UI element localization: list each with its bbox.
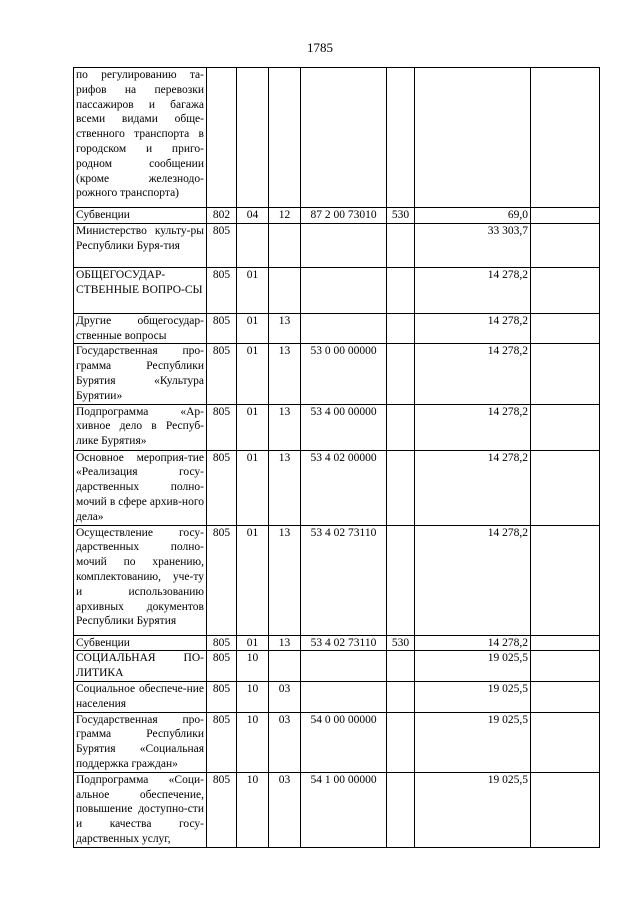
cell-pr: 13 <box>269 635 301 651</box>
cell-extra <box>531 223 600 267</box>
cell-csr <box>301 651 387 682</box>
cell-adm: 805 <box>207 267 237 313</box>
cell-pr <box>269 651 301 682</box>
page-number: 1785 <box>307 40 333 55</box>
cell-name: по регулированию та-рифов на перевозки пассажиров и багажа всеми видами обще-ственного транспорта в городском и приго-родном сообщении (кроме железнодо-рожного транспорта) <box>74 68 207 208</box>
cell-name: Субвенции <box>74 635 207 651</box>
cell-adm: 805 <box>207 344 237 404</box>
cell-csr <box>301 223 387 267</box>
cell-rz: 01 <box>237 404 269 450</box>
table-row <box>74 344 600 404</box>
cell-pr: 13 <box>269 313 301 344</box>
cell-rz: 01 <box>237 450 269 525</box>
cell-vr <box>387 344 415 404</box>
cell-name: Подпрограмма «Ар-хивное дело в Респуб-лике Бурятия» <box>74 404 207 450</box>
cell-sum: 14 278,2 <box>415 313 531 344</box>
cell-vr <box>387 681 415 712</box>
cell-extra <box>531 344 600 404</box>
cell-pr: 12 <box>269 208 301 224</box>
cell-sum: 33 303,7 <box>415 223 531 267</box>
cell-sum: 14 278,2 <box>415 267 531 313</box>
cell-extra <box>531 772 600 847</box>
cell-name: Субвенции <box>74 208 207 224</box>
cell-vr <box>387 712 415 772</box>
cell-rz: 04 <box>237 208 269 224</box>
cell-name: СОЦИАЛЬНАЯ ПО-ЛИТИКА <box>74 651 207 682</box>
cell-csr <box>301 68 387 208</box>
table-row <box>74 525 600 635</box>
cell-name: Подпрограмма «Соци-альное обеспечение, повышение доступно-сти и качества госу-дарственных услуг, <box>74 772 207 847</box>
cell-name: Другие общегосудар-ственные вопросы <box>74 313 207 344</box>
cell-name: Основное мероприя-тие «Реализация госу-дарственных полно-мочий в сфере архив-ного дела» <box>74 450 207 525</box>
table-row <box>74 208 600 224</box>
table-row <box>74 635 600 651</box>
cell-pr <box>269 267 301 313</box>
cell-rz: 10 <box>237 681 269 712</box>
cell-extra <box>531 681 600 712</box>
cell-adm: 805 <box>207 313 237 344</box>
cell-adm: 805 <box>207 712 237 772</box>
table-row <box>74 68 600 208</box>
cell-csr: 53 4 02 73110 <box>301 525 387 635</box>
cell-adm: 805 <box>207 681 237 712</box>
cell-name: Социальное обеспече-ние населения <box>74 681 207 712</box>
cell-sum: 69,0 <box>415 208 531 224</box>
cell-extra <box>531 404 600 450</box>
cell-vr <box>387 525 415 635</box>
cell-pr: 03 <box>269 681 301 712</box>
cell-extra <box>531 313 600 344</box>
cell-pr: 03 <box>269 712 301 772</box>
cell-sum: 14 278,2 <box>415 635 531 651</box>
cell-vr <box>387 68 415 208</box>
cell-csr <box>301 313 387 344</box>
cell-pr: 03 <box>269 772 301 847</box>
cell-rz <box>237 223 269 267</box>
cell-extra <box>531 635 600 651</box>
cell-csr: 53 0 00 00000 <box>301 344 387 404</box>
cell-extra <box>531 68 600 208</box>
cell-extra <box>531 712 600 772</box>
cell-rz: 01 <box>237 267 269 313</box>
cell-sum: 19 025,5 <box>415 681 531 712</box>
cell-sum: 14 278,2 <box>415 525 531 635</box>
cell-rz: 10 <box>237 651 269 682</box>
budget-table <box>73 67 600 848</box>
cell-sum <box>415 68 531 208</box>
cell-vr <box>387 404 415 450</box>
cell-vr <box>387 267 415 313</box>
table-row <box>74 313 600 344</box>
cell-csr: 53 4 02 73110 <box>301 635 387 651</box>
cell-extra <box>531 651 600 682</box>
cell-pr <box>269 223 301 267</box>
cell-extra <box>531 525 600 635</box>
cell-pr: 13 <box>269 344 301 404</box>
table-row <box>74 681 600 712</box>
cell-adm: 805 <box>207 525 237 635</box>
cell-sum: 14 278,2 <box>415 404 531 450</box>
cell-pr: 13 <box>269 404 301 450</box>
table-row <box>74 267 600 313</box>
cell-adm: 805 <box>207 772 237 847</box>
table-row <box>74 450 600 525</box>
cell-rz: 01 <box>237 313 269 344</box>
table-row <box>74 651 600 682</box>
cell-vr <box>387 450 415 525</box>
cell-csr: 54 1 00 00000 <box>301 772 387 847</box>
cell-name: Осуществление госу-дарственных полно-мочий по хранению, комплектованию, уче-ту и использованию архивных документов Республики Бурятия <box>74 525 207 635</box>
cell-extra <box>531 450 600 525</box>
cell-rz: 10 <box>237 772 269 847</box>
table-row <box>74 404 600 450</box>
cell-sum: 19 025,5 <box>415 712 531 772</box>
cell-name: ОБЩЕГОСУДАР-СТВЕННЫЕ ВОПРО-СЫ <box>74 267 207 313</box>
cell-sum: 14 278,2 <box>415 344 531 404</box>
cell-rz <box>237 68 269 208</box>
cell-name: Министерство культу-ры Республики Буря-тия <box>74 223 207 267</box>
cell-adm <box>207 68 237 208</box>
cell-sum: 19 025,5 <box>415 651 531 682</box>
cell-rz: 01 <box>237 635 269 651</box>
cell-pr: 13 <box>269 450 301 525</box>
cell-csr: 54 0 00 00000 <box>301 712 387 772</box>
cell-vr: 530 <box>387 635 415 651</box>
cell-vr <box>387 223 415 267</box>
cell-rz: 01 <box>237 344 269 404</box>
table-row <box>74 772 600 847</box>
cell-adm: 805 <box>207 450 237 525</box>
cell-csr: 53 4 02 00000 <box>301 450 387 525</box>
cell-pr: 13 <box>269 525 301 635</box>
table-row <box>74 712 600 772</box>
cell-vr: 530 <box>387 208 415 224</box>
cell-adm: 805 <box>207 404 237 450</box>
cell-adm: 802 <box>207 208 237 224</box>
cell-vr <box>387 772 415 847</box>
cell-csr <box>301 681 387 712</box>
cell-extra <box>531 267 600 313</box>
cell-csr: 53 4 00 00000 <box>301 404 387 450</box>
cell-name: Государственная про-грамма Республики Бурятия «Социальная поддержка граждан» <box>74 712 207 772</box>
cell-adm: 805 <box>207 223 237 267</box>
cell-rz: 10 <box>237 712 269 772</box>
cell-sum: 19 025,5 <box>415 772 531 847</box>
cell-pr <box>269 68 301 208</box>
cell-sum: 14 278,2 <box>415 450 531 525</box>
cell-csr <box>301 267 387 313</box>
cell-name: Государственная про-грамма Республики Бурятия «Культура Бурятии» <box>74 344 207 404</box>
table-row <box>74 223 600 267</box>
cell-csr: 87 2 00 73010 <box>301 208 387 224</box>
cell-vr <box>387 313 415 344</box>
cell-extra <box>531 208 600 224</box>
cell-vr <box>387 651 415 682</box>
cell-adm: 805 <box>207 651 237 682</box>
cell-rz: 01 <box>237 525 269 635</box>
cell-adm: 805 <box>207 635 237 651</box>
